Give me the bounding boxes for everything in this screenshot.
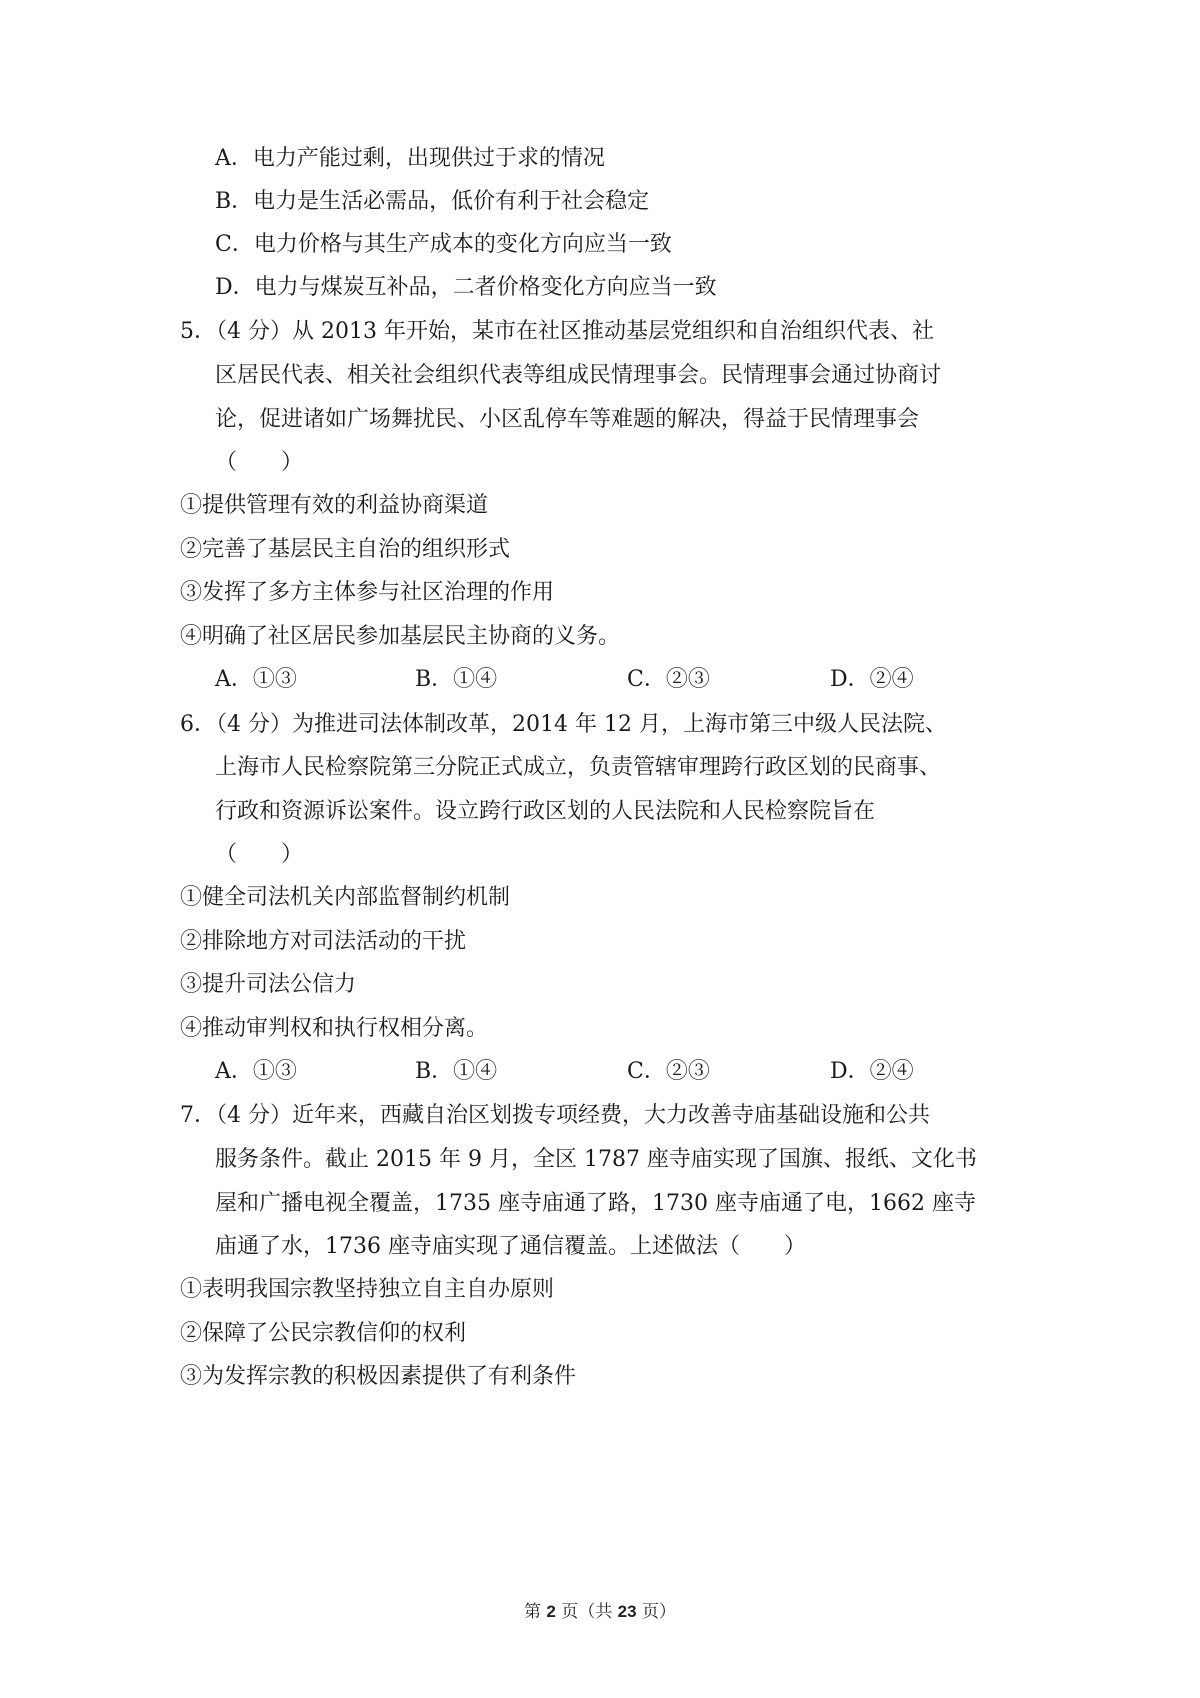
q5-stem-line-2: 区居民代表、相关社会组织代表等组成民情理事会。民情理事会通过协商讨 (215, 363, 942, 388)
q6-stem-line-3: 行政和资源诉讼案件。设立跨行政区划的人民法院和人民检察院旨在 (215, 799, 876, 824)
q6-stem-line-1: 6．（4 分）为推进司法体制改革，2014 年 12 月，上海市第三中级人民法院、 (180, 712, 947, 737)
q5-item-2: ②完善了基层民主自治的组织形式 (180, 537, 511, 562)
q5-answer-blank: （ ） (215, 450, 304, 475)
q6-stem-line-2: 上海市人民检察院第三分院正式成立，负责管辖审理跨行政区划的民商事、 (215, 755, 942, 780)
q5-choice-a: A．①③ (215, 667, 297, 692)
option-a: A．电力产能过剩，出现供过于求的情况 (215, 146, 605, 171)
q7-stem-line-2: 服务条件。截止 2015 年 9 月，全区 1787 座寺庙实现了国旗、报纸、文化书 (215, 1147, 977, 1172)
q6-choice-b: B．①④ (415, 1059, 498, 1084)
q6-item-1: ①健全司法机关内部监督制约机制 (180, 885, 511, 910)
q6-choice-a: A．①③ (215, 1059, 297, 1084)
q6-answer-blank: （ ） (215, 842, 304, 867)
option-b: B．电力是生活必需品，低价有利于社会稳定 (215, 189, 650, 214)
footer-middle: 页（共 (561, 1602, 613, 1622)
footer-total-pages: 23 (617, 1602, 637, 1621)
q5-stem-line-1: 5．（4 分）从 2013 年开始，某市在社区推动基层党组织和自治组织代表、社 (180, 319, 934, 344)
q5-item-4: ④明确了社区居民参加基层民主协商的义务。 (180, 624, 621, 649)
q6-item-3: ③提升司法公信力 (180, 972, 357, 997)
q6-item-2: ②排除地方对司法活动的干扰 (180, 929, 467, 954)
footer-suffix: 页） (642, 1602, 676, 1622)
q7-item-2: ②保障了公民宗教信仰的权利 (180, 1321, 467, 1346)
q5-choice-d: D．②④ (830, 667, 914, 692)
q5-item-3: ③发挥了多方主体参与社区治理的作用 (180, 580, 555, 605)
q7-item-3: ③为发挥宗教的积极因素提供了有利条件 (180, 1364, 577, 1389)
page-footer (0, 1600, 1200, 1624)
q6-choice-c: C．②③ (627, 1059, 710, 1084)
q5-item-1: ①提供管理有效的利益协商渠道 (180, 493, 489, 518)
q6-choice-d: D．②④ (830, 1059, 914, 1084)
q5-stem-line-3: 论，促进诸如广场舞扰民、小区乱停车等难题的解决，得益于民情理事会 (215, 407, 920, 432)
q7-stem-line-1: 7．（4 分）近年来，西藏自治区划拨专项经费，大力改善寺庙基础设施和公共 (180, 1103, 930, 1128)
q6-item-4: ④推动审判权和执行权相分离。 (180, 1016, 489, 1041)
q7-stem-line-4: 庙通了水，1736 座寺庙实现了通信覆盖。上述做法（ ） (215, 1234, 806, 1259)
q5-choice-b: B．①④ (415, 667, 498, 692)
option-c: C．电力价格与其生产成本的变化方向应当一致 (215, 232, 672, 257)
q5-choice-c: C．②③ (627, 667, 710, 692)
option-d: D．电力与煤炭互补品，二者价格变化方向应当一致 (215, 275, 717, 300)
footer-page-number: 2 (546, 1602, 556, 1621)
q7-item-1: ①表明我国宗教坚持独立自主自办原则 (180, 1277, 555, 1302)
q7-stem-line-3: 屋和广播电视全覆盖，1735 座寺庙通了路，1730 座寺庙通了电，1662 座寺 (215, 1191, 976, 1216)
footer-prefix: 第 (523, 1602, 541, 1622)
